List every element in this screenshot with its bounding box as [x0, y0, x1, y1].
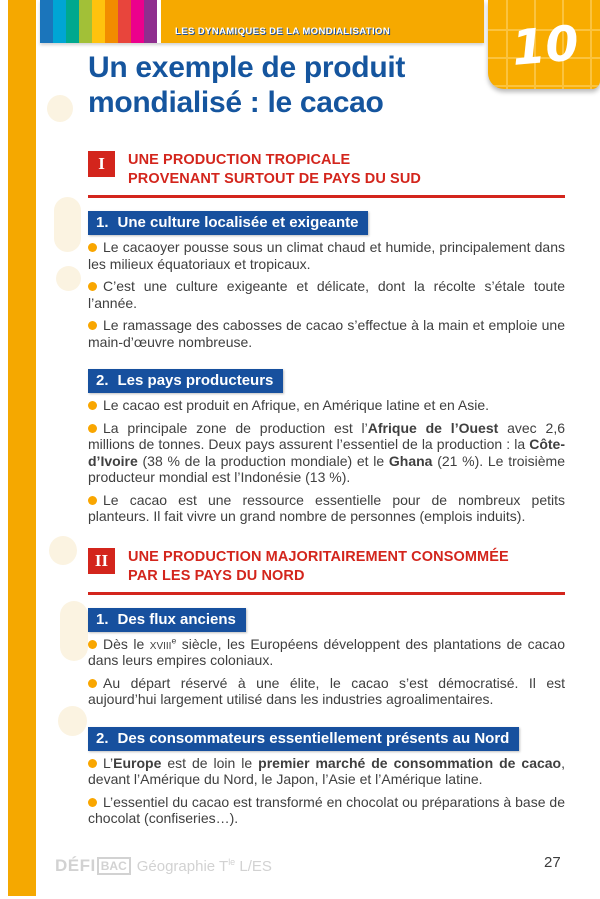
paragraph-list — [88, 397, 565, 525]
bullet-paragraph — [88, 317, 565, 350]
page-title-line2: mondialisé : le cacao — [88, 86, 384, 119]
paragraph-list — [88, 755, 565, 827]
chapter-badge — [488, 0, 600, 89]
section-header — [88, 548, 565, 586]
section-title — [128, 548, 509, 586]
rainbow-segment — [144, 0, 157, 43]
page-number: 27 — [544, 854, 561, 871]
footer-series-superscript: le — [228, 857, 236, 867]
bullet-icon — [88, 321, 97, 330]
paragraph-text: Le ramassage des cabosses de cacao s’effectue à la main et emploie une main-d’œuvre nombreuse. — [88, 317, 565, 350]
page-title — [88, 50, 405, 120]
section-underline — [88, 195, 565, 198]
section-numeral: I — [98, 154, 105, 173]
paragraph-text: L’Europe est de loin le premier marché de consommation de cacao, devant l’Amérique du Nord, le Japon, l’Asie et l’Amérique latine. — [88, 754, 565, 787]
bullet-paragraph — [88, 397, 565, 414]
bullet-icon — [88, 401, 97, 410]
subsection-heading-bar — [88, 727, 519, 751]
band-header-area — [161, 0, 484, 43]
subsection-heading-label: Une culture localisée et exigeante — [117, 214, 359, 231]
footer-brand-bac: BAC — [97, 857, 131, 875]
section-title-line2: PAR LES PAYS DU NORD — [128, 567, 305, 584]
footer-series: Géographie $T^{le}$ L/ES — [136, 857, 272, 875]
bullet-paragraph — [88, 278, 565, 311]
rainbow-segment — [40, 0, 53, 43]
paragraph-text: Dès le xviii$^e$ siècle, les Européens développent des plantations de cacao dans leurs empires coloniaux. — [88, 634, 566, 668]
subsection-heading-bar — [88, 608, 246, 632]
subsection-number: 2. — [96, 729, 109, 747]
section-numeral: II — [94, 550, 109, 570]
section-numeral-box — [88, 151, 115, 177]
decorative-circle — [49, 536, 77, 565]
rainbow-segment — [92, 0, 105, 43]
rainbow-segment — [105, 0, 118, 43]
subsection-heading-label: Les pays producteurs — [117, 372, 274, 389]
paragraph-text: L’essentiel du cacao est transformé en chocolat ou préparations à base de chocolat (confiseries…). — [88, 793, 565, 826]
rainbow-strip — [40, 0, 157, 43]
bullet-paragraph — [88, 675, 565, 708]
rainbow-segment — [53, 0, 66, 43]
bullet-paragraph — [88, 492, 565, 525]
subsection-heading-bar — [88, 211, 368, 235]
chapter-number: 10 — [509, 15, 582, 77]
footer-brand-defi: DÉFI — [55, 856, 96, 875]
section-title-line1: UNE PRODUCTION TROPICALE — [128, 152, 351, 168]
bullet-paragraph — [88, 794, 565, 827]
bullet-icon — [88, 759, 97, 768]
rainbow-segment — [79, 0, 92, 43]
paragraph-text: C’est une culture exigeante et délicate, dont la récolte s’étale toute l’année. — [88, 278, 565, 311]
decorative-circle — [56, 266, 81, 291]
subsection-number: 2. — [96, 372, 109, 389]
subsection-heading-bar — [88, 369, 283, 393]
bullet-icon — [88, 496, 97, 505]
section-title-line2: PROVENANT SURTOUT DE PAYS DU SUD — [128, 171, 421, 187]
bullet-icon — [88, 243, 97, 252]
footer-logo — [55, 856, 272, 876]
main-content — [88, 151, 565, 850]
rainbow-segment — [118, 0, 131, 43]
rainbow-segment — [131, 0, 144, 43]
paragraph-list — [88, 239, 565, 350]
bullet-icon — [88, 679, 97, 688]
decorative-capsule — [60, 601, 88, 661]
section-underline — [88, 592, 565, 595]
subsection-heading-label: Des flux anciens — [117, 610, 236, 628]
bullet-paragraph — [88, 636, 565, 669]
bullet-paragraph — [88, 239, 565, 272]
decorative-capsule — [54, 197, 81, 252]
decorative-circle — [47, 95, 73, 122]
collection-title: LES DYNAMIQUES DE LA MONDIALISATION — [175, 26, 391, 37]
section-II — [88, 548, 565, 827]
bullet-icon — [88, 282, 97, 291]
left-accent-bar — [8, 0, 36, 896]
section-I — [88, 151, 565, 525]
bullet-paragraph — [88, 420, 565, 486]
paragraph-list — [88, 636, 565, 708]
top-band — [40, 0, 484, 43]
rainbow-segment — [66, 0, 79, 43]
subsection-heading-label: Des consommateurs essentiellement présents au Nord — [117, 729, 510, 747]
paragraph-text: Le cacaoyer pousse sous un climat chaud et humide, principalement dans les milieux équatoriaux et tropicaux. — [88, 239, 565, 272]
subsection-number: 1. — [96, 610, 109, 628]
section-title-line1: UNE PRODUCTION MAJORITAIREMENT CONSOMMÉE — [128, 548, 509, 565]
page-title-line1: Un exemple de produit — [88, 51, 406, 84]
bullet-icon — [88, 640, 97, 649]
bullet-icon — [88, 424, 97, 433]
paragraph-text: Au départ réservé à une élite, le cacao s’est démocratisé. Il est aujourd’hui largement utilisé dans les industries agroalimentaires. — [88, 674, 565, 707]
paragraph-text: La principale zone de production est l’Afrique de l’Ouest avec 2,6 millions de tonnes. Deux pays assurent l’essentiel de la production : la Côte-d’Ivoire (38 % de la production mondiale) et le Ghana (21 %). Le troisième producteur mondial est l’Indonésie (13 %). — [88, 419, 565, 485]
paragraph-text: Le cacao est produit en Afrique, en Amérique latine et en Asie. — [103, 397, 490, 413]
decorative-circle — [58, 706, 87, 736]
bullet-paragraph — [88, 755, 565, 788]
paragraph-text: Le cacao est une ressource essentielle pour de nombreux petits planteurs. Il fait vivre un grand nombre de personnes (emplois induits). — [88, 491, 565, 524]
subsection-number: 1. — [96, 214, 109, 231]
section-title — [128, 151, 421, 189]
section-header — [88, 151, 565, 189]
section-numeral-box — [88, 548, 115, 574]
bullet-icon — [88, 798, 97, 807]
